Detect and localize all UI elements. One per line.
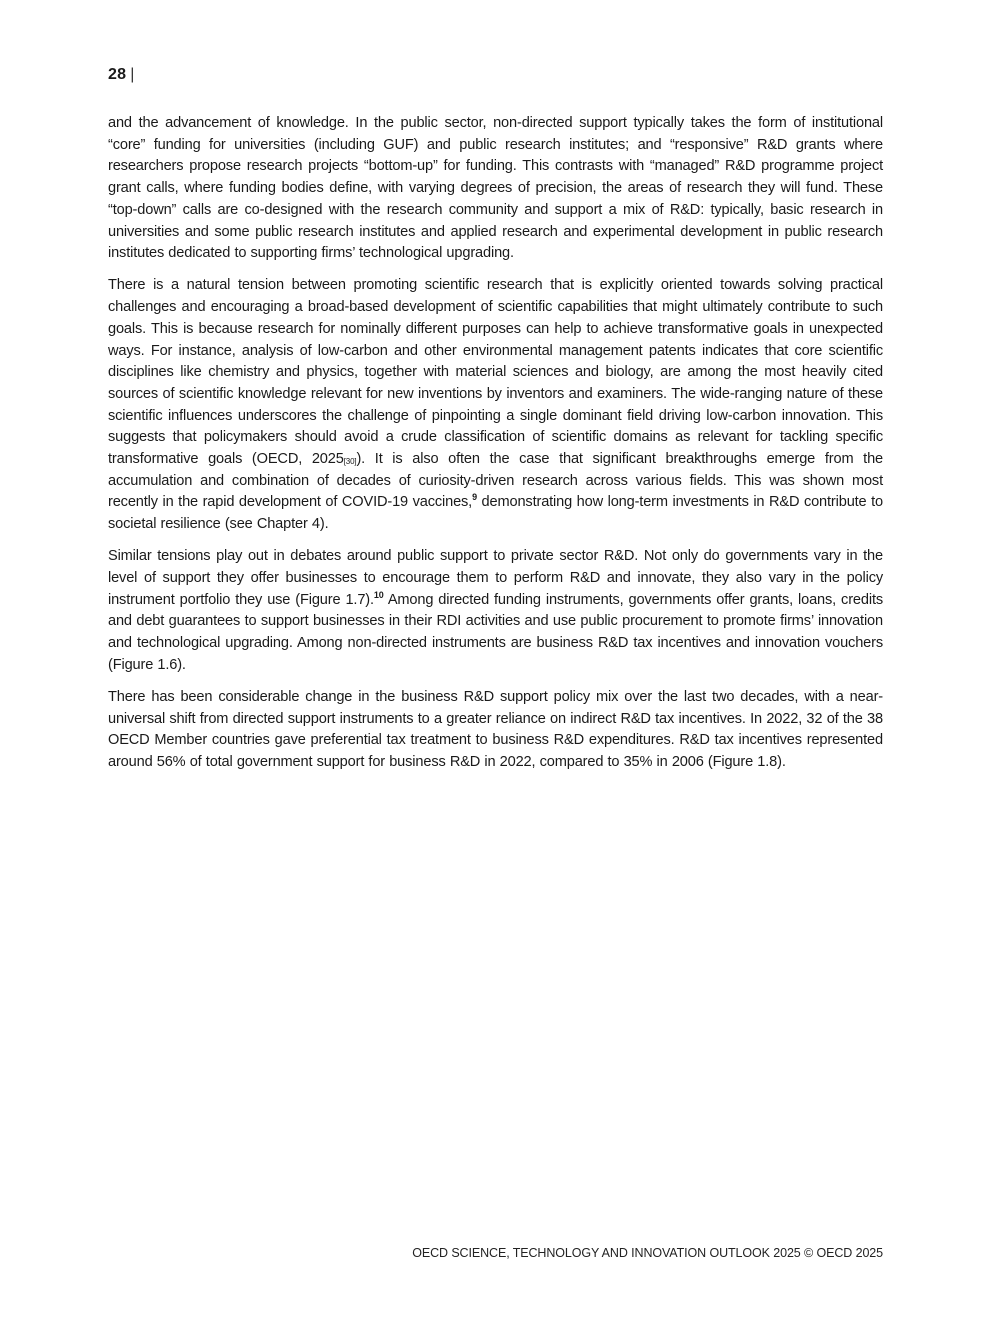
paragraph: [108, 546, 883, 676]
paragraph: There has been considerable change in the business R&D support policy mix over the last two decades, with a near-universal shift from directed support instruments to a greater reliance on indirect R&D tax incentives. In 2022, 32 of the 38 OECD Member countries gave preferential tax treatment to business R&D expenditures. R&D tax incentives represented around 56% of total government support for business R&D in 2022, compared to 35% in 2006 (Figure 1.8).: [108, 689, 883, 771]
header-separator: |: [130, 66, 135, 83]
page-header: [108, 66, 135, 84]
footnote-link[interactable]: 9: [472, 492, 477, 503]
paragraph: and the advancement of knowledge. In the public sector, non-directed support typically takes the form of institutional “core” funding for universities (including GUF) and public research institutes; and “responsive” R&D grants where researchers propose research projects “bottom-up” for funding. This contrasts with “managed” R&D programme project grant calls, where funding bodies define, with varying degrees of precision, the areas of research they will fund. These “top-down” calls are co-designed with the research community and support a mix of R&D: typically, basic research in universities and some public research institutes and applied research and experimental development in public research institutes dedicated to supporting firms’ technological upgrading.: [108, 115, 883, 262]
paragraph: [108, 275, 883, 535]
paragraph-text: Among directed funding instruments, governments offer grants, loans, credits and debt guarantees to support businesses in their RDI activities and use public procurement to promote firms’ innovation and technological upgrading. Among non-directed instruments are business R&D tax incentives and innovation vouchers (Figure 1.6).: [108, 591, 883, 673]
reference-link[interactable]: [30]: [343, 457, 357, 467]
page-number: 28: [108, 66, 127, 83]
page-footer: OECD SCIENCE, TECHNOLOGY AND INNOVATION OUTLOOK 2025 © OECD 2025: [412, 1246, 883, 1260]
footnote-link[interactable]: 10: [373, 589, 384, 600]
paragraph-text: ). It is also often the case that significant breakthroughs emerge from the accumulation and combination of decades of curiosity-driven research across various fields. This was shown most recently in the rapid development of COVID-19 vaccines,: [108, 451, 884, 511]
paragraph-text: demonstrating how long-term investments in R&D contribute to societal resilience (see Chapter 4).: [108, 494, 884, 533]
paragraph-text: Similar tensions play out in debates around public support to private sector R&D. Not only do governments vary in the level of support they offer businesses to encourage them to perform R&D and innovate, they also vary in the policy instrument portfolio they use (Figure 1.7).: [108, 548, 883, 608]
paragraph-text: There is a natural tension between promoting scientific research that is explicitly oriented towards solving practical challenges and encouraging a broad-based development of scientific capabilities that might ultimately contribute to such goals. This is because research for nominally different purposes can help to achieve transformative goals in unexpected ways. For instance, analysis of low-carbon and other environmental management patents indicates that core scientific disciplines like chemistry and physics, together with material sciences and biology, are among the most heavily cited sources of scientific knowledge relevant for new inventions by inventors and examiners. The wide-ranging nature of these scientific influences underscores the challenge of pinpointing a single dominant field driving low-carbon innovation. This suggests that policymakers should avoid a crude classification of scientific domains as relevant for tackling specific transformative goals (OECD, 2025: [108, 277, 883, 468]
body-text: [108, 113, 883, 784]
